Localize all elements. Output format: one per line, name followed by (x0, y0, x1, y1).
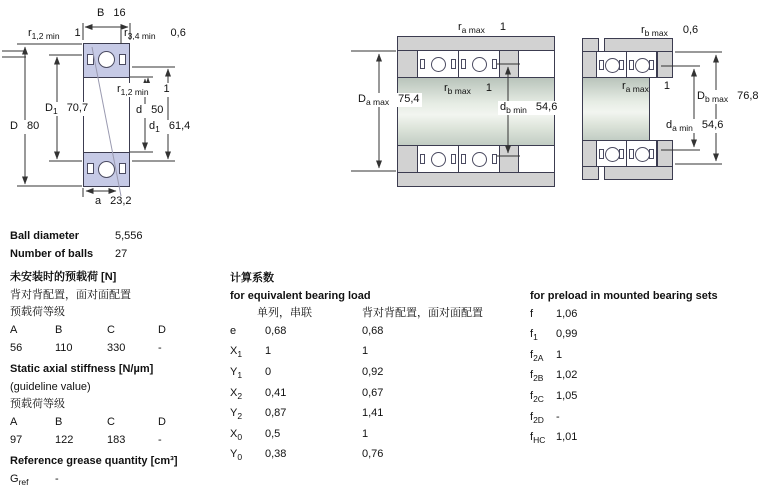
col-header: C (107, 323, 115, 336)
preload-subtitle: 背对背配置，面对面配置 (10, 288, 131, 301)
factor-symbol: $X_2$ (230, 386, 243, 401)
factor-value-1: 1 (265, 345, 272, 358)
factor-value-2: 0,68 (362, 324, 384, 337)
dim-label-db-min: $d_{b min}$ 54,6 (500, 101, 558, 115)
cell: - (158, 433, 162, 446)
factor-symbol: $Y_0$ (230, 448, 243, 463)
col-header: A (10, 323, 18, 336)
cell: 110 (55, 341, 73, 354)
factor-symbol: $f_{2D}$ (530, 410, 544, 425)
col-header: C (107, 415, 115, 428)
preload-title: 未安装时的预载荷 [N] (10, 271, 117, 284)
factor-value: 0,99 (556, 328, 578, 341)
number-of-balls-row (10, 246, 225, 264)
preload-factors-title: for preload in mounted bearing sets (530, 290, 718, 302)
preload-factor-row (530, 347, 760, 368)
dim-label-Da-max: $D_{a max}$ 75,4 (358, 93, 420, 107)
factor-symbol: $Y_2$ (230, 407, 243, 422)
dim-label-da-min: $d_{a min}$ 54,6 (666, 119, 724, 133)
col-header: A (10, 415, 18, 428)
col-header: B (55, 323, 63, 336)
ball-diameter-row (10, 228, 225, 246)
factor-symbol: $f_{2C}$ (530, 389, 544, 404)
dim-label-r12-top: $r_{1,2 min}$ 1 (28, 27, 81, 41)
factor-symbol: $Y_1$ (230, 365, 243, 380)
factor-value-2: 0,67 (362, 386, 384, 399)
factor-symbol: $f_{2A}$ (530, 348, 544, 363)
factor-value: 1,05 (556, 389, 578, 402)
factor-row (230, 446, 520, 467)
dim-label-d1: $d_1$ 61,4 (149, 120, 191, 134)
factors-title-en: for equivalent bearing load (230, 289, 371, 302)
dim-label-ra-max: $r_{a max}$ 1 (458, 21, 506, 35)
factor-row (230, 343, 520, 364)
specs-column (10, 228, 225, 491)
stiffness-subtitle: (guideline value) (10, 380, 91, 393)
factor-symbol: $X_1$ (230, 345, 243, 360)
factor-value: - (556, 410, 560, 423)
factor-symbol: e (230, 324, 237, 337)
cell: 122 (55, 433, 74, 446)
factor-symbol: $f_{HC}$ (530, 431, 546, 446)
factor-value-1: 0,41 (265, 386, 287, 399)
factor-value-1: 0 (265, 365, 272, 378)
dim-label-r34: $r_{3,4 min}$ 0,6 (124, 27, 186, 41)
preload-factor-row (530, 306, 760, 327)
factors-header-row (257, 305, 520, 323)
dim-label-r12-mid: $r_{1,2 min}$ 1 (117, 83, 170, 97)
factor-value-2: 1 (362, 345, 369, 358)
factor-symbol: $X_0$ (230, 427, 243, 442)
preload-factor-row (530, 367, 760, 388)
factor-value-2: 0,76 (362, 448, 384, 461)
ball-diameter-value: 5,556 (115, 230, 143, 242)
factors-title-zh: 计算系数 (230, 272, 274, 284)
dim-label-D1: $D_1$ 70,7 (45, 102, 89, 116)
col-header-single-tandem: 单列，串联 (257, 307, 312, 320)
factor-row (230, 323, 520, 344)
factor-value: 1 (556, 348, 563, 361)
col-header: B (55, 415, 63, 428)
factor-value: 1,06 (556, 307, 578, 320)
ball-diameter-label: Ball diameter (10, 230, 80, 242)
number-of-balls-value: 27 (115, 247, 128, 260)
col-header-back-to-back: 背对背配置，面对面配置 (362, 307, 483, 320)
dim-label-rb-max-2: $r_{b max}$ 0,6 (641, 24, 699, 38)
factor-value-2: 1 (362, 427, 369, 440)
stiffness-class-label: 预载荷等级 (10, 398, 65, 411)
cell: 330 (107, 341, 126, 354)
factor-row (230, 426, 520, 447)
dim-label-ra-max-2: $r_{a max}$ 1 (622, 80, 670, 94)
factor-value-1: 0,38 (265, 448, 287, 461)
factor-value: 1,01 (556, 431, 578, 444)
factors-column (230, 270, 520, 467)
factor-row (230, 405, 520, 426)
dim-label-a: a 23,2 (95, 195, 132, 207)
preload-factor-row (530, 429, 760, 450)
stiffness-title: Static axial stiffness [N/µm] (10, 363, 154, 376)
grease-symbol: $G_{ref}$ (10, 472, 29, 487)
factor-row (230, 385, 520, 406)
dim-label-Db-max: $D_{b max}$ 76,8 (697, 90, 759, 104)
factor-value-1: 0,87 (265, 407, 287, 420)
preload-value-row (10, 340, 225, 358)
factor-symbol: f (530, 307, 534, 320)
preload-header-row (10, 322, 225, 340)
factor-value-1: 0,5 (265, 427, 281, 440)
col-header: D (158, 323, 166, 336)
preload-factor-row (530, 388, 760, 409)
dim-label-d: d 50 (136, 104, 164, 116)
grease-row (10, 471, 225, 492)
factor-value-2: 0,92 (362, 365, 384, 378)
factor-value-1: 0,68 (265, 324, 287, 337)
cell: 183 (107, 433, 126, 446)
cell: 56 (10, 341, 23, 354)
stiffness-header-row (10, 414, 225, 432)
dim-label-D: D 80 (10, 120, 40, 132)
cell: - (158, 341, 162, 354)
grease-title: Reference grease quantity [cm³] (10, 455, 178, 468)
factor-row (230, 364, 520, 385)
preload-factors-column (530, 288, 760, 450)
grease-value: - (55, 472, 59, 485)
dim-label-B: B 16 (97, 7, 126, 19)
stiffness-value-row (10, 432, 225, 450)
factor-symbol: $f_1$ (530, 328, 538, 343)
dim-label-rb-max: $r_{b max}$ 1 (444, 82, 492, 96)
cell: 97 (10, 433, 23, 446)
factor-value-2: 1,41 (362, 407, 384, 420)
preload-factor-row (530, 409, 760, 430)
factor-value: 1,02 (556, 369, 578, 382)
number-of-balls-label: Number of balls (10, 247, 94, 260)
preload-factor-row (530, 326, 760, 347)
col-header: D (158, 415, 166, 428)
preload-class-label: 预载荷等级 (10, 306, 65, 319)
factor-symbol: $f_{2B}$ (530, 369, 544, 384)
